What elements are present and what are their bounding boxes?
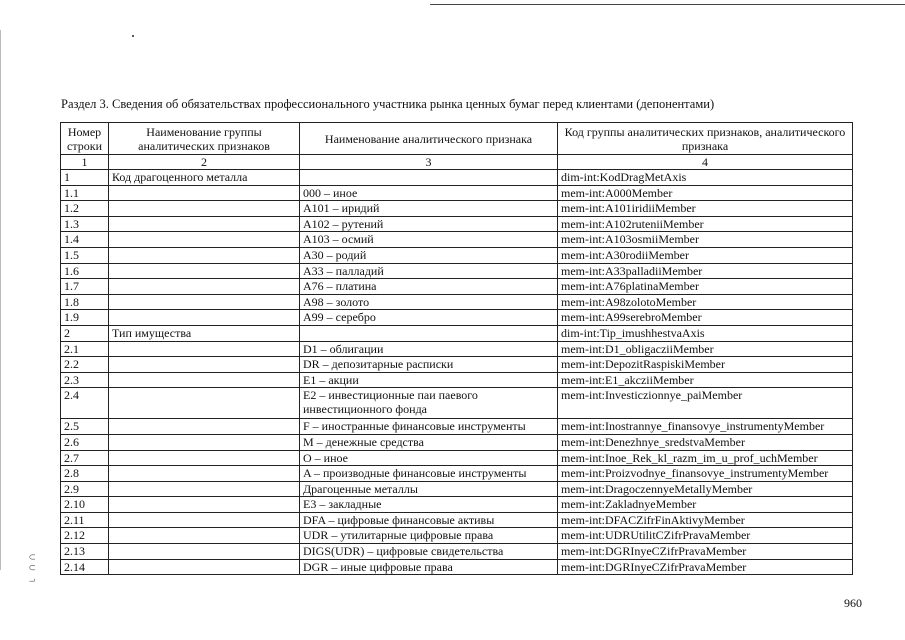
column-number: 2 (109, 155, 300, 170)
row-number-cell: 2.12 (61, 528, 109, 544)
code-cell: mem-int:Inoe_Rek_kl_razm_im_u_prof_uchMember (558, 450, 853, 466)
group-name-cell (109, 185, 300, 201)
table-row (61, 216, 853, 232)
code-cell: mem-int:E1_akcziiMember (558, 372, 853, 388)
left-margin-line (0, 30, 4, 570)
feature-name-cell: D1 – облигации (300, 341, 558, 357)
code-cell: mem-int:D1_obligacziiMember (558, 341, 853, 357)
code-cell: mem-int:DGRInyeCZifrPravaMember (558, 559, 853, 575)
header-feature-name: Наименование аналитического признака (300, 123, 558, 155)
row-number-cell: 2.14 (61, 559, 109, 575)
code-cell: mem-int:A102ruteniiMember (558, 216, 853, 232)
table-row (61, 372, 853, 388)
code-cell: mem-int:UDRUtilitCZifrPravaMember (558, 528, 853, 544)
row-number-cell: 1.6 (61, 263, 109, 279)
feature-name-cell: A98 – золото (300, 294, 558, 310)
feature-name-cell: A103 – осмий (300, 232, 558, 248)
table-row (61, 466, 853, 482)
row-number-cell: 2.3 (61, 372, 109, 388)
group-name-cell (109, 341, 300, 357)
table-row (61, 263, 853, 279)
header-code: Код группы аналитических признаков, аналитического признака (558, 123, 853, 155)
row-number-cell: 1.5 (61, 247, 109, 263)
row-number-cell: 2.10 (61, 497, 109, 513)
table-row (61, 419, 853, 435)
table-row (61, 170, 853, 186)
feature-name-cell: DR – депозитарные расписки (300, 357, 558, 373)
column-number: 4 (558, 155, 853, 170)
table-row (61, 481, 853, 497)
feature-name-cell: DIGS(UDR) – цифровые свидетельства (300, 544, 558, 560)
group-name-cell (109, 512, 300, 528)
group-name-cell (109, 388, 300, 419)
feature-name-cell: A33 – палладий (300, 263, 558, 279)
group-name-cell (109, 247, 300, 263)
feature-name-cell: A99 – серебро (300, 310, 558, 326)
table-row (61, 294, 853, 310)
table-row (61, 544, 853, 560)
header-row-number: Номер строки (61, 123, 109, 155)
group-name-cell (109, 216, 300, 232)
table-row (61, 434, 853, 450)
top-rule (430, 4, 905, 5)
group-name-cell (109, 310, 300, 326)
table-row (61, 450, 853, 466)
group-name-cell (109, 279, 300, 295)
analytic-features-table (60, 122, 853, 575)
table-row (61, 512, 853, 528)
table-row (61, 201, 853, 217)
feature-name-cell: A102 – рутений (300, 216, 558, 232)
code-cell: mem-int:ZakladnyeMember (558, 497, 853, 513)
table-row (61, 325, 853, 341)
feature-name-cell: DFA – цифровые финансовые активы (300, 512, 558, 528)
group-name-cell (109, 357, 300, 373)
row-number-cell: 2.2 (61, 357, 109, 373)
table-row (61, 388, 853, 419)
row-number-cell: 2.1 (61, 341, 109, 357)
row-number-cell: 2.8 (61, 466, 109, 482)
code-cell: mem-int:Proizvodnye_finansovye_instrumentyMember (558, 466, 853, 482)
feature-name-cell: O – иное (300, 450, 558, 466)
code-cell: mem-int:DragoczennyeMetallyMember (558, 481, 853, 497)
code-cell: mem-int:Inostrannye_finansovye_instrumentyMember (558, 419, 853, 435)
group-name-cell (109, 497, 300, 513)
row-number-cell: 2.4 (61, 388, 109, 419)
feature-name-cell (300, 170, 558, 186)
feature-name-cell: DGR – иные цифровые права (300, 559, 558, 575)
header-group-name: Наименование группы аналитических признаков (109, 123, 300, 155)
margin-stamp: ⌐ ∩ ∩ (26, 553, 38, 587)
table-row (61, 357, 853, 373)
group-name-cell: Код драгоценного металла (109, 170, 300, 186)
row-number-cell: 1.1 (61, 185, 109, 201)
code-cell: mem-int:A30rodiiMember (558, 247, 853, 263)
feature-name-cell: M – денежные средства (300, 434, 558, 450)
table-row (61, 185, 853, 201)
code-cell: mem-int:Denezhnye_sredstvaMember (558, 434, 853, 450)
group-name-cell (109, 450, 300, 466)
page-number: 960 (844, 596, 862, 610)
code-cell: mem-int:A99serebroMember (558, 310, 853, 326)
row-number-cell: 2 (61, 325, 109, 341)
feature-name-cell: A30 – родий (300, 247, 558, 263)
table-row (61, 559, 853, 575)
group-name-cell (109, 294, 300, 310)
group-name-cell (109, 419, 300, 435)
row-number-cell: 1.9 (61, 310, 109, 326)
column-number: 1 (61, 155, 109, 170)
feature-name-cell: A76 – платина (300, 279, 558, 295)
table-row (61, 528, 853, 544)
feature-name-cell: E1 – акции (300, 372, 558, 388)
row-number-cell: 1.8 (61, 294, 109, 310)
row-number-cell: 1.4 (61, 232, 109, 248)
code-cell: dim-int:Tip_imushhestvaAxis (558, 325, 853, 341)
feature-name-cell: Драгоценные металлы (300, 481, 558, 497)
table-row (61, 232, 853, 248)
row-number-cell: 1.7 (61, 279, 109, 295)
column-number: 3 (300, 155, 558, 170)
code-cell: mem-int:DFACZifrFinAktivyMember (558, 512, 853, 528)
row-number-cell: 1.3 (61, 216, 109, 232)
group-name-cell (109, 232, 300, 248)
group-name-cell (109, 372, 300, 388)
group-name-cell (109, 263, 300, 279)
code-cell: mem-int:A000Member (558, 185, 853, 201)
feature-name-cell: UDR – утилитарные цифровые права (300, 528, 558, 544)
row-number-cell: 2.7 (61, 450, 109, 466)
group-name-cell (109, 559, 300, 575)
code-cell: mem-int:A76platinaMember (558, 279, 853, 295)
column-number-row (61, 155, 853, 170)
code-cell: mem-int:A101iridiiMember (558, 201, 853, 217)
row-number-cell: 1.2 (61, 201, 109, 217)
table-row (61, 310, 853, 326)
code-cell: mem-int:A98zolotoMember (558, 294, 853, 310)
group-name-cell (109, 528, 300, 544)
scan-speck (132, 35, 134, 37)
table-row (61, 247, 853, 263)
code-cell: mem-int:A103osmiiMember (558, 232, 853, 248)
feature-name-cell: A – производные финансовые инструменты (300, 466, 558, 482)
row-number-cell: 2.5 (61, 419, 109, 435)
feature-name-cell: F – иностранные финансовые инструменты (300, 419, 558, 435)
table-row (61, 341, 853, 357)
row-number-cell: 2.9 (61, 481, 109, 497)
code-cell: mem-int:DepozitRaspiskiMember (558, 357, 853, 373)
table-row (61, 279, 853, 295)
group-name-cell: Тип имущества (109, 325, 300, 341)
code-cell: mem-int:A33palladiiMember (558, 263, 853, 279)
row-number-cell: 2.6 (61, 434, 109, 450)
feature-name-cell: E3 – закладные (300, 497, 558, 513)
row-number-cell: 2.13 (61, 544, 109, 560)
feature-name-cell: A101 – иридий (300, 201, 558, 217)
code-cell: mem-int:DGRInyeCZifrPravaMember (558, 544, 853, 560)
group-name-cell (109, 201, 300, 217)
feature-name-cell: 000 – иное (300, 185, 558, 201)
feature-name-cell (300, 325, 558, 341)
table-row (61, 497, 853, 513)
group-name-cell (109, 481, 300, 497)
feature-name-cell: E2 – инвестиционные паи паевого инвестиционного фонда (300, 388, 558, 419)
row-number-cell: 1 (61, 170, 109, 186)
code-cell: mem-int:Investiczionnye_paiMember (558, 388, 853, 419)
header-row (61, 123, 853, 155)
group-name-cell (109, 434, 300, 450)
group-name-cell (109, 466, 300, 482)
code-cell: dim-int:KodDragMetAxis (558, 170, 853, 186)
group-name-cell (109, 544, 300, 560)
section-title: Раздел 3. Сведения об обязательствах профессионального участника рынка ценных бумаг перед клиентами (депонентами) (61, 97, 715, 111)
row-number-cell: 2.11 (61, 512, 109, 528)
